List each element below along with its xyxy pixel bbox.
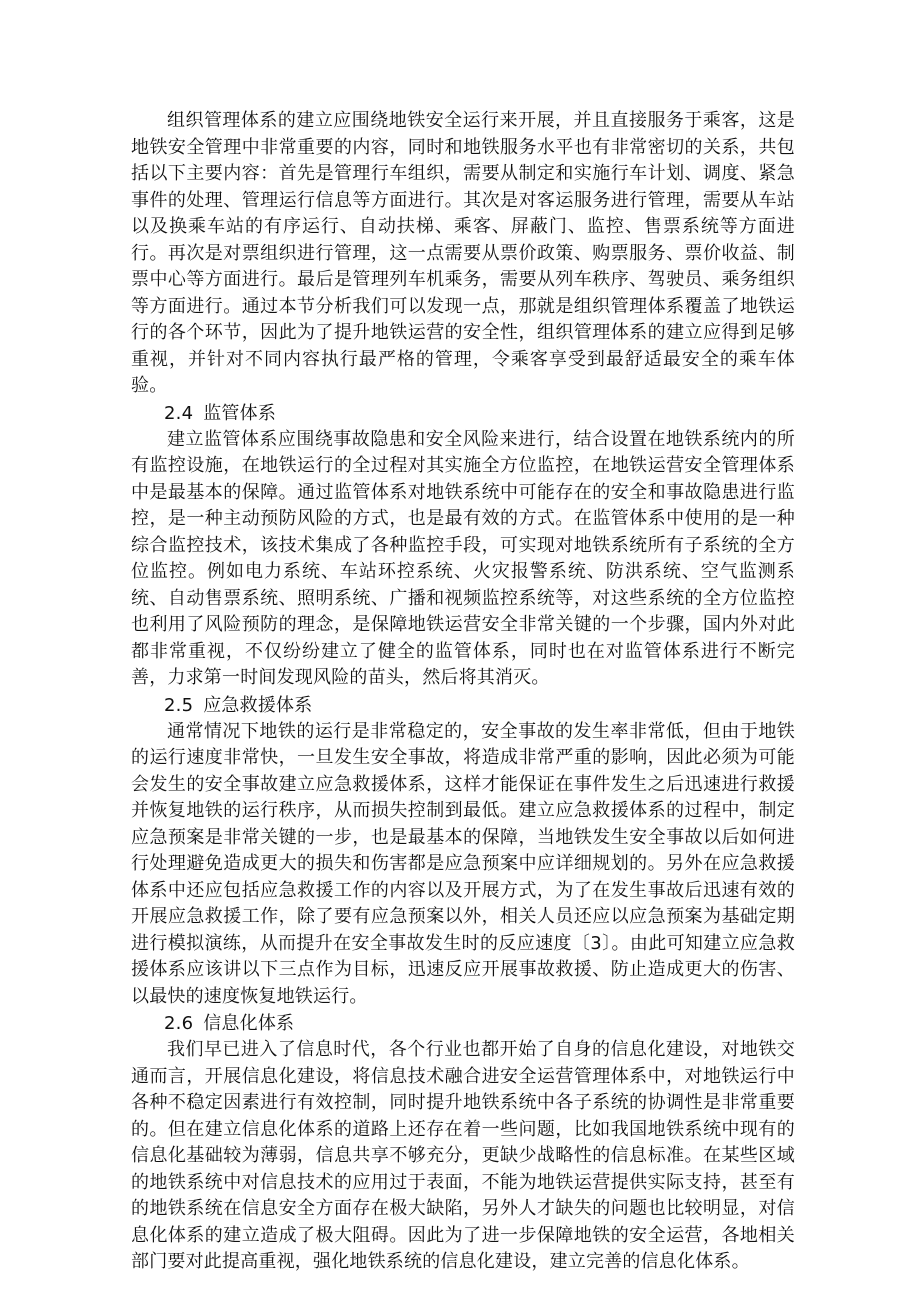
section-title: 应急救援体系 <box>203 694 313 716</box>
section-number: 2.4 <box>164 402 194 424</box>
paragraph-supervision-system: 建立监管体系应围绕事故隐患和安全风险来进行，结合设置在地铁系统内的所有监控设施，在地铁运行的全过程对其实施全方位监控，在地铁运营安全管理体系中是最基本的保障。通过监管体系对地铁系统中可能存在的安全和事故隐患进行监控，是一种主动预防风险的方式，也是最有效的方式。在监管体系中使用的是一种综合监控技术，该技术集成了各种监控手段，可实现对地铁系统所有子系统的全方位监控。例如电力系统、车站环控系统、火灾报警系统、防洪系统、空气监测系统、自动售票系统、照明系统、广播和视频监控系统等，对这些系统的全方位监控也利用了风险预防的理念，是保障地铁运营安全非常关键的一个步骤，国内外对此都非常重视，不仅纷纷建立了健全的监管体系，同时也在对监管体系进行不断完善，力求第一时间发现风险的苗头，然后将其消灭。 <box>131 428 795 688</box>
section-title: 监管体系 <box>203 402 277 424</box>
section-heading-2-5 <box>131 692 795 719</box>
document-page <box>131 108 795 1276</box>
section-title: 信息化体系 <box>203 1013 295 1034</box>
section-number: 2.5 <box>164 694 194 716</box>
paragraph-organization-system: 组织管理体系的建立应围绕地铁安全运行来开展，并且直接服务于乘客，这是地铁安全管理中非常重要的内容，同时和地铁服务水平也有非常密切的关系，共包括以下主要内容：首先是管理行车组织，需要从制定和实施行车计划、调度、紧急事件的处理、管理运行信息等方面进行。其次是对客运服务进行管理，需要从车站以及换乘车站的有序运行、自动扶梯、乘客、屏蔽门、监控、售票系统等方面进行。再次是对票组织进行管理，这一点需要从票价政策、购票服务、票价收益、制票中心等方面进行。最后是管理列车机乘务，需要从列车秩序、驾驶员、乘务组织等方面进行。通过本节分析我们可以发现一点，那就是组织管理体系覆盖了地铁运行的各个环节，因此为了提升地铁运营的安全性，组织管理体系的建立应得到足够重视，并针对不同内容执行最严格的管理，令乘客享受到最舒适最安全的乘车体验。 <box>131 110 795 396</box>
paragraph-emergency-rescue-system: 通常情况下地铁的运行是非常稳定的，安全事故的发生率非常低，但由于地铁的运行速度非常快，一旦发生安全事故，将造成非常严重的影响，因此必须为可能会发生的安全事故建立应急救援体系，这样才能保证在事件发生之后迅速进行救援并恢复地铁的运行秩序，从而损失控制到最低。建立应急救援体系的过程中，制定应急预案是非常关键的一步，也是最基本的保障，当地铁发生安全事故以后如何进行处理避免造成更大的损失和伤害都是应急预案中应详细规划的。另外在应急救援体系中还应包括应急救援工作的内容以及开展方式，为了在发生事故后迅速有效的开展应急救援工作，除了要有应急预案以外，相关人员还应以应急预案为基础定期进行模拟演练，从而提升在安全事故发生时的反应速度〔3〕。由此可知建立应急救援体系应该讲以下三点作为目标，迅速反应开展事故救援、防止造成更大的伤害、以最快的速度恢复地铁运行。 <box>131 720 795 1007</box>
paragraph-informatization-system: 我们早已进入了信息时代，各个行业也都开始了自身的信息化建设，对地铁交通而言，开展信息化建设，将信息技术融合进安全运营管理体系中，对地铁运行中各种不稳定因素进行有效控制，同时提升地铁系统中各子系统的协调性是非常重要的。但在建立信息化体系的道路上还存在着一些问题，比如我国地铁系统中现有的信息化基础较为薄弱，信息共享不够充分，更缺少战略性的信息标准。在某些区域的地铁系统中对信息技术的应用过于表面，不能为地铁运营提供实际支持，甚至有的地铁系统在信息安全方面存在极大缺陷，另外人才缺失的问题也比较明显，对信息化体系的建立造成了极大阻碍。因此为了进一步保障地铁的安全运营，各地相关部门要对此提高重视，强化地铁系统的信息化建设，建立完善的信息化体系。 <box>131 1039 795 1272</box>
section-heading-2-4 <box>131 400 795 427</box>
section-heading-2-6 <box>131 1010 795 1037</box>
section-number: 2.6 <box>164 1013 194 1034</box>
